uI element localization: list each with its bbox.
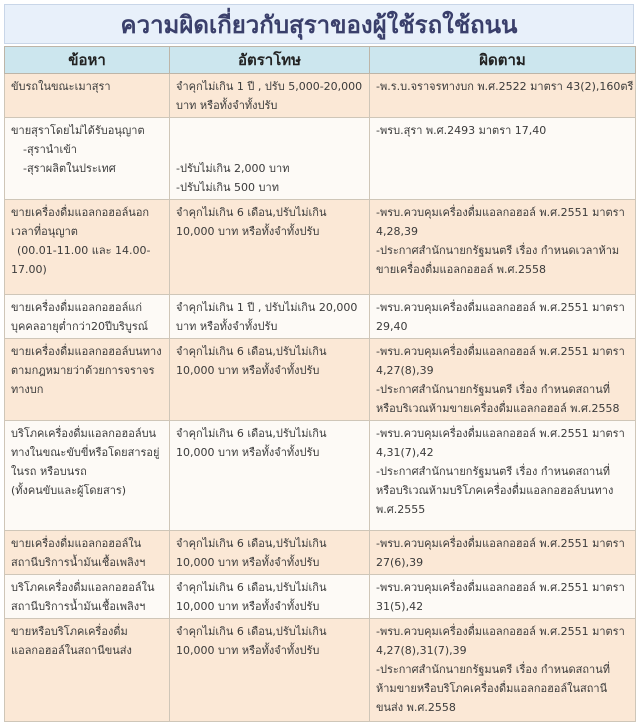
penalty-cell bbox=[170, 339, 370, 421]
penalty-cell bbox=[170, 118, 370, 200]
law-cell bbox=[370, 421, 636, 531]
penalty-cell bbox=[170, 421, 370, 531]
penalty-text-line: 10,000 บาท หรือทั้งจำทั้งปรับ bbox=[176, 446, 320, 459]
offense-table bbox=[4, 46, 636, 722]
penalty-cell bbox=[170, 74, 370, 118]
penalty-text-line bbox=[176, 140, 364, 159]
table-row bbox=[5, 531, 636, 575]
law-text-line: 27(6),39 bbox=[376, 556, 424, 569]
offense-cell bbox=[5, 531, 170, 575]
law-text-line: -ประกาศสำนักนายกรัฐมนตรี เรื่อง กำหนดสถานที่ bbox=[376, 663, 610, 676]
penalty-text-line bbox=[176, 121, 364, 140]
offense-text-line: แอลกอฮอล์ในสถานีขนส่ง bbox=[11, 644, 132, 657]
penalty-text-line: จำคุกไม่เกิน 6 เดือน,ปรับไม่เกิน bbox=[176, 625, 327, 638]
header-offense: ข้อหา bbox=[5, 47, 170, 74]
offense-text-line: ขับรถในขณะเมาสุรา bbox=[11, 80, 111, 93]
law-cell bbox=[370, 575, 636, 619]
penalty-text-line: 10,000 บาท หรือทั้งจำทั้งปรับ bbox=[176, 364, 320, 377]
offense-text-line: -สุราผลิตในประเทศ bbox=[23, 162, 116, 175]
penalty-text-line: บาท หรือทั้งจำทั้งปรับ bbox=[176, 99, 278, 112]
penalty-text-line: 10,000 บาท หรือทั้งจำทั้งปรับ bbox=[176, 644, 320, 657]
table-row bbox=[5, 421, 636, 531]
offense-text-line: บุคคลอายุต่ำกว่า20ปีบริบูรณ์ bbox=[11, 320, 148, 333]
law-text-line: -พรบ.ควบคุมเครื่องดื่มแอลกอฮอล์ พ.ศ.2551 มาตรา bbox=[376, 345, 625, 358]
law-text-line: หรือบริเวณห้ามบริโภคเครื่องดื่มแอลกอฮอล์บนทาง bbox=[376, 484, 614, 497]
law-text-line: 4,27(8),39 bbox=[376, 364, 434, 377]
penalty-text-line: จำคุกไม่เกิน 6 เดือน,ปรับไม่เกิน bbox=[176, 537, 327, 550]
table-row bbox=[5, 200, 636, 295]
law-text-line: 4,28,39 bbox=[376, 225, 418, 238]
offense-cell bbox=[5, 619, 170, 722]
law-cell bbox=[370, 74, 636, 118]
offense-text-line: ขายหรือบริโภคเครื่องดื่ม bbox=[11, 625, 128, 638]
offense-text-line: สถานีบริการน้ำมันเชื้อเพลิงฯ bbox=[11, 556, 146, 569]
offense-text-line: ขายเครื่องดื่มแอลกอฮอล์นอก bbox=[11, 206, 150, 219]
offense-text-line: ขายเครื่องดื่มแอลกอฮอล์แก่ bbox=[11, 301, 143, 314]
offense-text-line: ในรถ หรือบนรถ bbox=[11, 465, 87, 478]
law-text-line: ขายเครื่องดื่มแอลกอฮอล์ พ.ศ.2558 bbox=[376, 263, 547, 276]
offense-text-line: สถานีบริการน้ำมันเชื้อเพลิงฯ bbox=[11, 600, 146, 613]
table-row bbox=[5, 339, 636, 421]
table-row bbox=[5, 575, 636, 619]
offense-cell bbox=[5, 339, 170, 421]
law-text-line: 29,40 bbox=[376, 320, 408, 333]
law-cell bbox=[370, 531, 636, 575]
law-text-line: 4,27(8),31(7),39 bbox=[376, 644, 467, 657]
law-text-line: -พรบ.ควบคุมเครื่องดื่มแอลกอฮอล์ พ.ศ.2551 มาตรา bbox=[376, 625, 625, 638]
law-text-line: หรือบริเวณห้ามขายเครื่องดื่มแอลกอฮอล์ พ.ศ.2558 bbox=[376, 402, 620, 415]
law-text-line: ห้ามขายหรือบริโภคเครื่องดื่มแอลกอฮอล์ในสถานี bbox=[376, 682, 608, 695]
law-text-line: -พรบ.ควบคุมเครื่องดื่มแอลกอฮอล์ พ.ศ.2551 มาตรา bbox=[376, 537, 625, 550]
penalty-cell bbox=[170, 575, 370, 619]
table-row bbox=[5, 619, 636, 722]
offense-text-line: บริโภคเครื่องดื่มแอลกอฮอล์ใน bbox=[11, 581, 155, 594]
law-cell bbox=[370, 339, 636, 421]
offense-text-line: เวลาที่อนุญาต bbox=[11, 225, 78, 238]
offense-cell bbox=[5, 118, 170, 200]
penalty-text-line: 10,000 บาท หรือทั้งจำทั้งปรับ bbox=[176, 556, 320, 569]
offense-text-line: ขายสุราโดยไม่ได้รับอนุญาต bbox=[11, 124, 145, 137]
penalty-text-line: บาท หรือทั้งจำทั้งปรับ bbox=[176, 320, 278, 333]
law-cell bbox=[370, 295, 636, 339]
table-header-row bbox=[5, 47, 636, 74]
table-row bbox=[5, 74, 636, 118]
offense-cell bbox=[5, 421, 170, 531]
offense-text-line: ทางในขณะขับขี่หรือโดยสารอยู่ bbox=[11, 446, 160, 459]
law-text-line: -พรบ.ควบคุมเครื่องดื่มแอลกอฮอล์ พ.ศ.2551 มาตรา bbox=[376, 301, 625, 314]
offense-cell bbox=[5, 200, 170, 295]
penalty-cell bbox=[170, 200, 370, 295]
penalty-cell bbox=[170, 531, 370, 575]
penalty-cell bbox=[170, 619, 370, 722]
penalty-text-line: -ปรับไม่เกิน 2,000 บาท bbox=[176, 162, 290, 175]
law-text-line: -ประกาศสำนักนายกรัฐมนตรี เรื่อง กำหนดสถานที่ bbox=[376, 465, 610, 478]
table-row bbox=[5, 118, 636, 200]
law-cell bbox=[370, 118, 636, 200]
offense-cell bbox=[5, 295, 170, 339]
offense-text-line: ตามกฎหมายว่าด้วยการจราจร bbox=[11, 364, 155, 377]
penalty-text-line: จำคุกไม่เกิน 1 ปี , ปรับ 5,000-20,000 bbox=[176, 80, 363, 93]
page-title: ความผิดเกี่ยวกับสุราของผู้ใช้รถใช้ถนน bbox=[120, 10, 518, 39]
penalty-text-line: จำคุกไม่เกิน 1 ปี , ปรับไม่เกิน 20,000 bbox=[176, 301, 358, 314]
table-body bbox=[5, 74, 636, 722]
law-text-line: -ประกาศสำนักนายกรัฐมนตรี เรื่อง กำหนดสถานที่ bbox=[376, 383, 610, 396]
law-text-line: -พรบ.สุรา พ.ศ.2493 มาตรา 17,40 bbox=[376, 124, 547, 137]
law-cell bbox=[370, 619, 636, 722]
table-row bbox=[5, 295, 636, 339]
offense-text-line: บริโภคเครื่องดื่มแอลกอฮอล์บน bbox=[11, 427, 157, 440]
offense-cell bbox=[5, 74, 170, 118]
law-text-line: ขนส่ง พ.ศ.2558 bbox=[376, 701, 456, 714]
offense-text-line: (00.01-11.00 และ 14.00- bbox=[17, 244, 151, 257]
offense-text-line: (ทั้งคนขับและผู้โดยสาร) bbox=[11, 484, 127, 497]
header-law: ผิดตาม bbox=[370, 47, 636, 74]
penalty-text-line: จำคุกไม่เกิน 6 เดือน,ปรับไม่เกิน bbox=[176, 581, 327, 594]
penalty-text-line: 10,000 บาท หรือทั้งจำทั้งปรับ bbox=[176, 225, 320, 238]
header-penalty: อัตราโทษ bbox=[170, 47, 370, 74]
law-text-line: 31(5),42 bbox=[376, 600, 424, 613]
offense-text-line: 17.00) bbox=[11, 263, 47, 276]
law-text-line: -ประกาศสำนักนายกรัฐมนตรี เรื่อง กำหนดเวลาห้าม bbox=[376, 244, 620, 257]
penalty-text-line: -ปรับไม่เกิน 500 บาท bbox=[176, 181, 279, 194]
penalty-text-line: จำคุกไม่เกิน 6 เดือน,ปรับไม่เกิน bbox=[176, 206, 327, 219]
law-text-line: 4,31(7),42 bbox=[376, 446, 434, 459]
offense-text-line: ขายเครื่องดื่มแอลกอฮอล์บนทาง bbox=[11, 345, 162, 358]
law-text-line: -พ.ร.บ.จราจรทางบก พ.ศ.2522 มาตรา 43(2),160ตรี bbox=[376, 80, 634, 93]
penalty-cell bbox=[170, 295, 370, 339]
penalty-text-line: 10,000 บาท หรือทั้งจำทั้งปรับ bbox=[176, 600, 320, 613]
offense-text-line: -สุรานำเข้า bbox=[23, 143, 77, 156]
law-text-line: -พรบ.ควบคุมเครื่องดื่มแอลกอฮอล์ พ.ศ.2551 มาตรา bbox=[376, 581, 625, 594]
penalty-text-line: จำคุกไม่เกิน 6 เดือน,ปรับไม่เกิน bbox=[176, 345, 327, 358]
penalty-text-line: จำคุกไม่เกิน 6 เดือน,ปรับไม่เกิน bbox=[176, 427, 327, 440]
offense-text-line: ทางบก bbox=[11, 383, 44, 396]
title-banner bbox=[4, 4, 634, 44]
offense-cell bbox=[5, 575, 170, 619]
law-text-line: -พรบ.ควบคุมเครื่องดื่มแอลกอฮอล์ พ.ศ.2551 มาตรา bbox=[376, 427, 625, 440]
law-cell bbox=[370, 200, 636, 295]
law-text-line: พ.ศ.2555 bbox=[376, 503, 426, 516]
offense-text-line: ขายเครื่องดื่มแอลกอฮอล์ใน bbox=[11, 537, 142, 550]
law-text-line: -พรบ.ควบคุมเครื่องดื่มแอลกอฮอล์ พ.ศ.2551 มาตรา bbox=[376, 206, 625, 219]
